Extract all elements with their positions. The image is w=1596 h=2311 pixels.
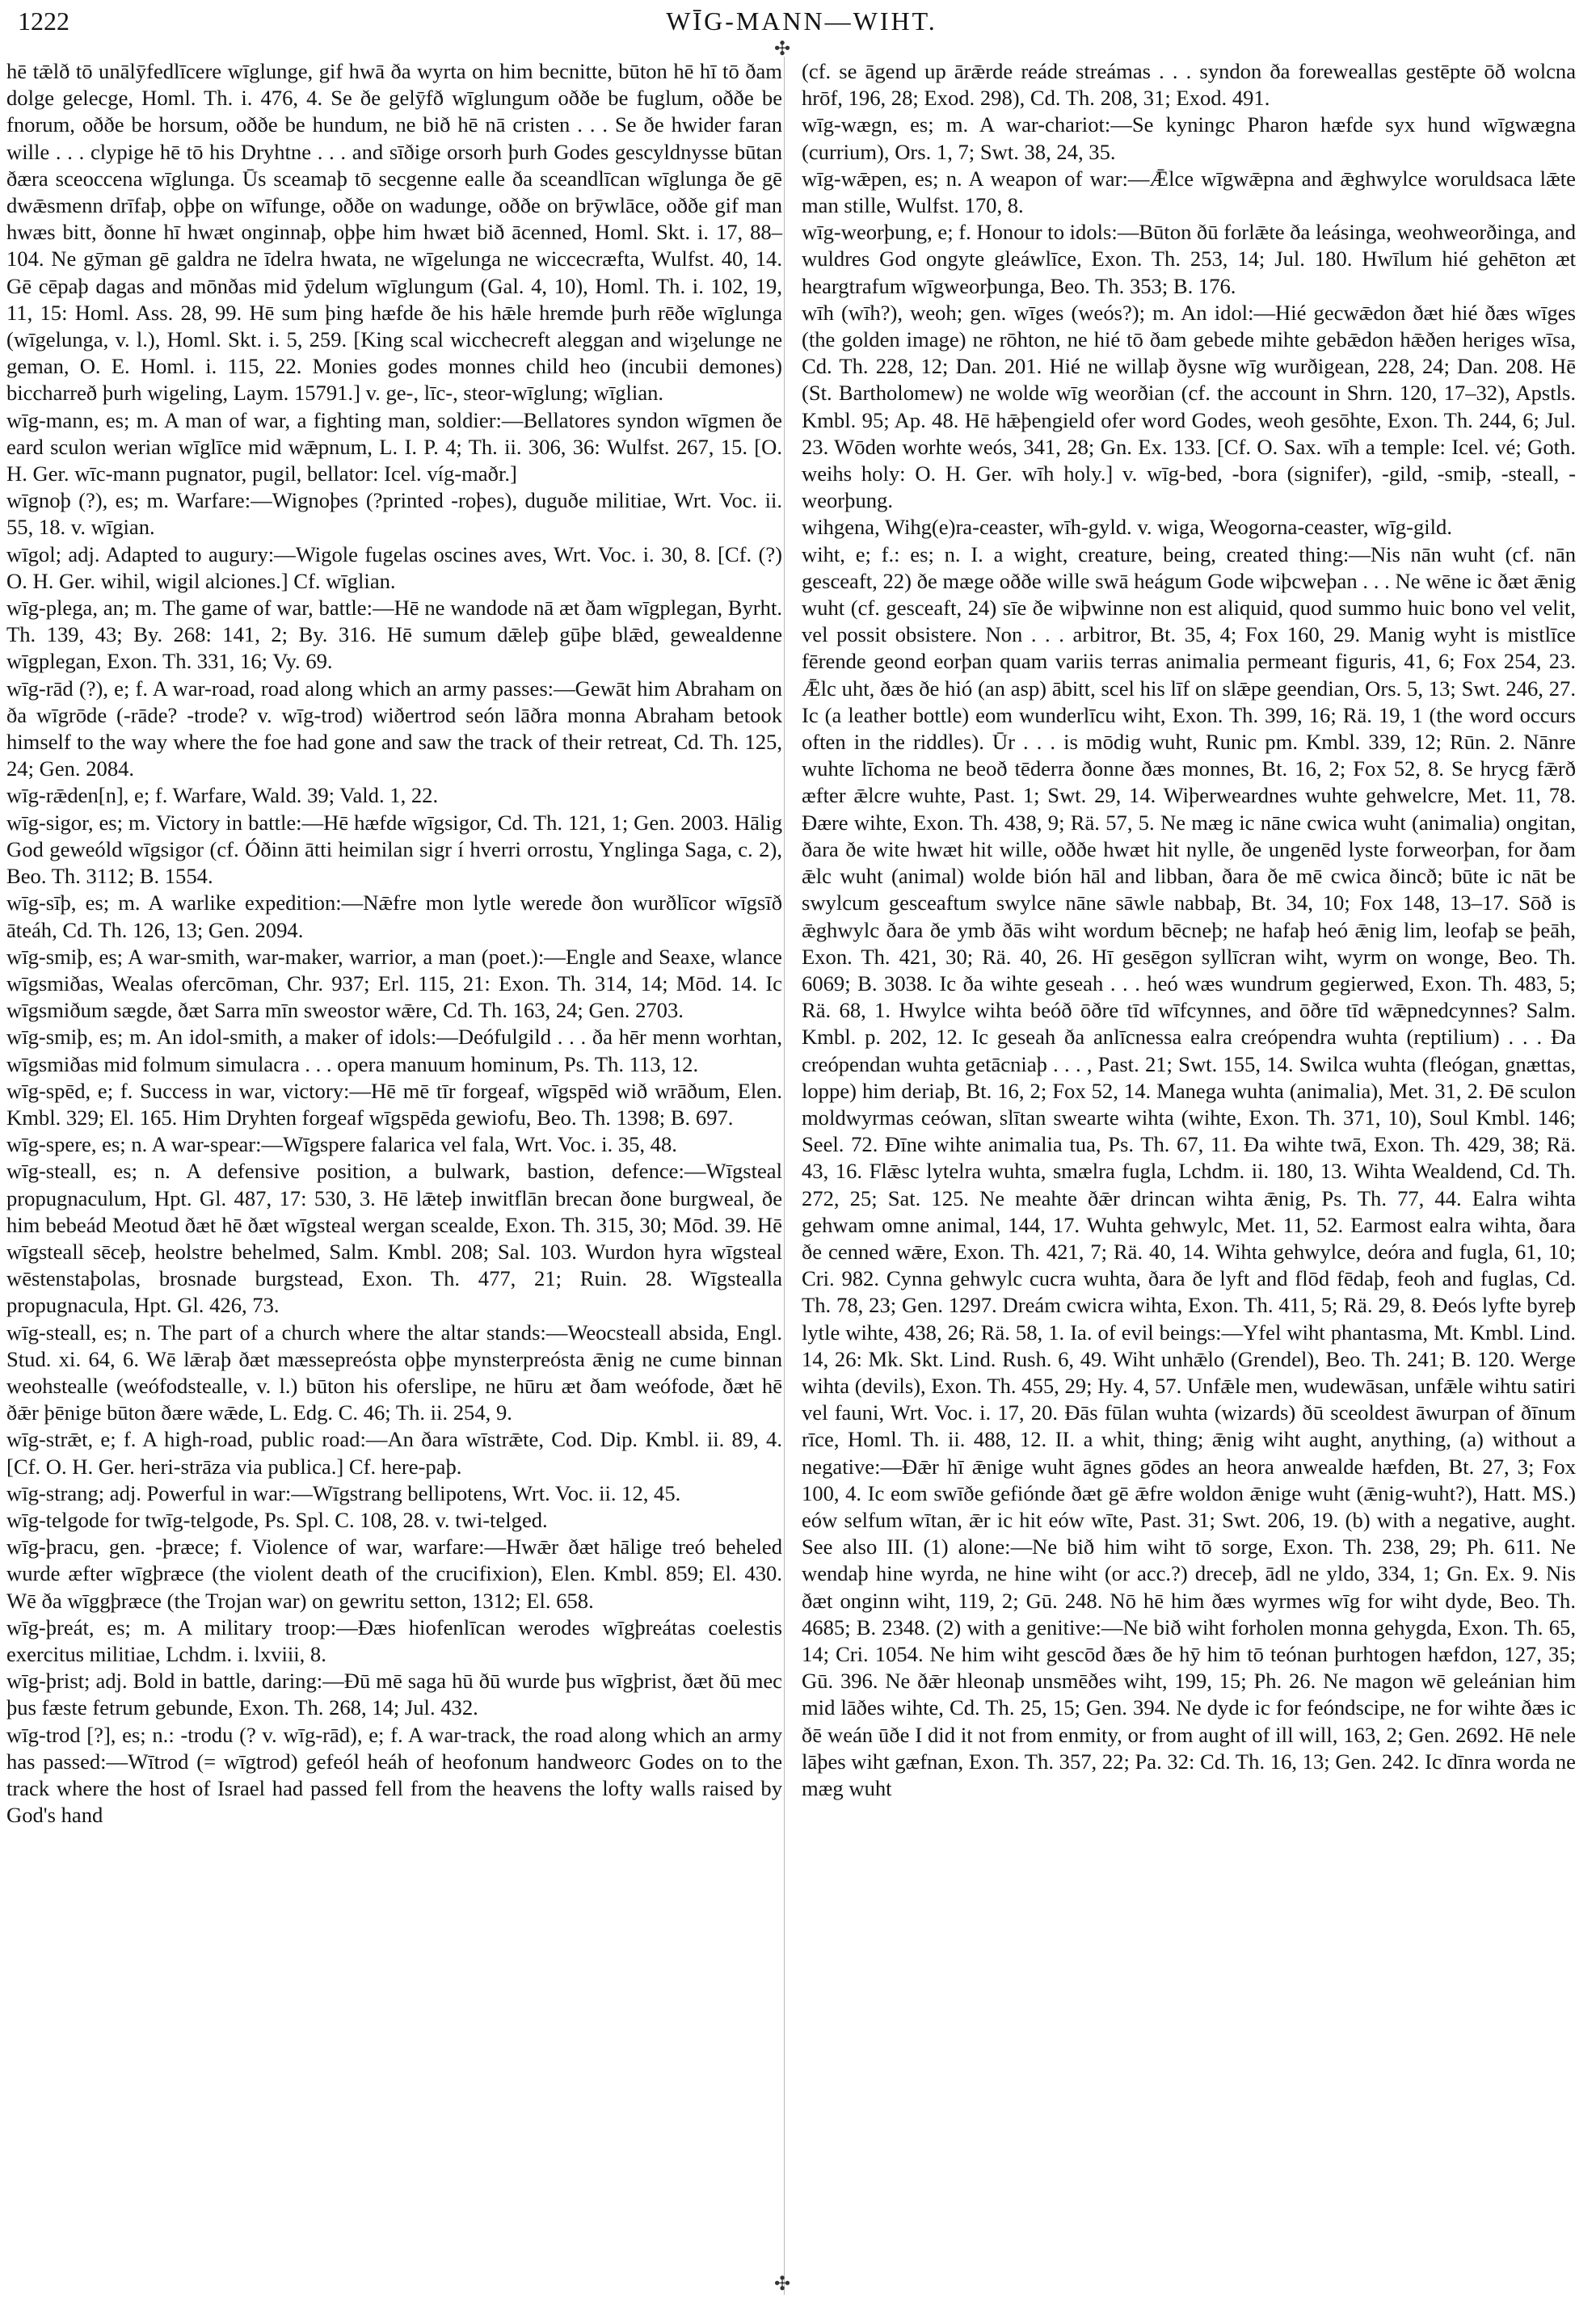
left-column-entry: wīg-strang; adj. Powerful in war:—Wīgstrang bellipotens, Wrt. Voc. ii. 12, 45. <box>6 1480 681 1505</box>
left-column-entry: wīg-smiþ, es; m. An idol-smith, a maker of idols:—Deófulgild . . . ða hēr menn worhtan, wīgsmiðas mid folmum simulacra . . . opera manuum hominum, Ps. Th. 113, 12. <box>6 1025 782 1076</box>
left-column-entry: wīg-þreát, es; m. A military troop:—Ðæs hiofenlīcan werodes wīgþreátas coelestis exercitus militiae, Lchdm. i. lxviii, 8. <box>6 1614 782 1666</box>
running-head: WĪG-MANN—WIHT. <box>666 6 937 36</box>
left-column-entry: wīgol; adj. Adapted to augury:—Wigole fugelas oscines aves, Wrt. Voc. i. 30, 8. [Cf. (?) O. H. Ger. wihil, wigil alciones.] Cf. wīglian. <box>6 541 782 593</box>
left-column-entry: wīg-steall, es; n. The part of a church where the altar stands:—Weocsteall absida, Engl. Stud. xi. 64, 6. Wē lǣraþ ðæt mæssepreósta oþþe mynsterpreósta ǣnig ne cume binnan weohstealle (weófodstealle, v. l.) būton his oferslipe, ne hūru æt ðam weófode, ðæt hē ðǣr þēnige būton ðære wǣde, L. Edg. C. 46; Th. ii. 254, 9. <box>6 1320 782 1425</box>
page-number: 1222 <box>18 6 69 36</box>
left-column-entry: wīg-þracu, gen. -þræce; f. Violence of war, warfare:—Hwǣr ðæt hālige treó beheled wurde æfter wīgþræce (the violent death of the crucifixion), Elen. Kmbl. 859; El. 430. Wē ða wīggþræce (the Trojan war) on gewritu setton, 1312; El. 658. <box>6 1534 782 1613</box>
right-column-entry: (cf. se āgend up ārǣrde reáde streámas . . . syndon ða foreweallas gestēpte ōð wolcna hrōf, 196, 28; Exod. 298), Cd. Th. 208, 31; Exod. 491. <box>802 59 1576 111</box>
left-column-entry: wīg-rǣden[n], e; f. Warfare, Wald. 39; Vald. 1, 22. <box>6 783 439 808</box>
divider-ornament-top: ✣ <box>774 39 791 60</box>
column-divider <box>784 57 785 2295</box>
right-column-entry: wīh (wīh?), weoh; gen. wīges (weós?); m. An idol:—Hié gecwǣdon ðæt hié ðæs wīges (the golden image) ne rōhton, ne hié tō ðam gebede mihte gebǣdon hǣðen heriges wīsa, Cd. Th. 228, 12; Dan. 201. Hié ne willaþ ðysne wīg wurðigean, 228, 24; Dan. 208. Hē (St. Bartholomew) ne wolde wīg weorðian (cf. the account in Shrn. 120, 17–32), Apstls. Kmbl. 95; Ap. 48. Hē hǣþengield ofer word Godes, weoh gesōhte, Exon. Th. 244, 6; Jul. 23. Wōden worhte weós, 341, 28; Gn. Ex. 133. [Cf. O. Sax. wīh a temple: Icel. vé; Goth. weihs holy: O. H. Ger. wīh holy.] v. wīg-bed, -bora (signifer), -gild, -smiþ, -steall, -weorþung. <box>802 300 1576 513</box>
right-column-entry: wīg-weorþung, e; f. Honour to idols:—Būton ðū forlǣte ða leásinga, weohweorðinga, and wuldres God ongyte gleáwlīce, Exon. Th. 253, 14; Jul. 180. Hwīlum hié gehēton æt heargtrafum wīgweorþunga, Beo. Th. 353; B. 176. <box>802 220 1576 298</box>
left-column-entry: wīg-steall, es; n. A defensive position, a bulwark, bastion, defence:—Wīgsteal propugnaculum, Hpt. Gl. 487, 17: 530, 3. Hē lǣteþ inwitflān brecan ðone burgweal, ðe him bebeád Meotud ðæt hē ðæt wīgsteal wergan scealde, Exon. Th. 315, 30; Mōd. 39. Hē wīgsteall sēceþ, heolstre behelmed, Salm. Kmbl. 208; Sal. 103. Wurdon hyra wīgsteal wēstenstaþolas, brosnade burgstead, Exon. Th. 477, 21; Ruin. 28. Wīgstealla propugnacula, Hpt. Gl. 426, 73. <box>6 1159 782 1318</box>
left-column-entry: wīg-strǣt, e; f. A high-road, public road:—An ðara wīstrǣte, Cod. Dip. Kmbl. ii. 89, 4. [Cf. O. H. Ger. heri-strāza via publica.] Cf. here-paþ. <box>6 1427 782 1479</box>
left-column-entry: hē tǣlð tō unālȳfedlīcere wīglunge, gif hwā ða wyrta on him becnitte, būton hē hī tō ðam dolge gelecge, Homl. Th. i. 476, 4. Se ðe gelȳfð wīglungum oððe be fuglum, oððe be fnorum, oððe be horsum, oððe be hundum, ne bið hē nā cristen . . . Se ðe hwider faran wille . . . clypige hē tō his Dryhtne . . . and sīðige orsorh þurh Godes gescyldnysse būtan ðæra sceoccena wīglunga. Ūs sceamaþ tō secgenne ealle ða sceandlīcan wīglunga ðe gē dwǣsmenn drīfaþ, oþþe on wīfunge, oððe on wadunge, oððe on brȳwlāce, oððe gif man hwæs bitt, ðonne hī hwæt onginnaþ, oþþe him hwæt bið ācenned, Homl. Skt. i. 17, 88–104. Ne gȳman gē galdra ne īdelra hwata, ne wīgelunga ne wiccecræfta, Wulfst. 40, 14. Gē cēpaþ dagas and mōnðas mid ȳdelum wīglungum (Gal. 4, 10), Homl. Th. i. 102, 19, 11, 15: Homl. Ass. 28, 99. Hē sum þing hæfde ðe his hǣle hremde þurh rēðe wīglunga (wīgelunga, v. l.), Homl. Skt. i. 5, 259. [King scal wicchecreft aleggan and wiȝelunge ne geman, O. E. Homl. i. 115, 22. Monies godes monnes child heo (incubii demones) biccharreð þurh wigeling, Laym. 15791.] v. ge-, līc-, steor-wīglung; wīglian. <box>6 59 782 406</box>
left-column-entry: wīg-rād (?), e; f. A war-road, road along which an army passes:—Gewāt him Abraham on ða wīgrōde (-rāde? -trode? v. wīg-trod) wiðertrod seón lāðra monna Abraham betook himself to the way where the foe had gone and saw the track of their retreat, Cd. Th. 125, 24; Gen. 2084. <box>6 676 782 781</box>
left-column-entry: wīgnoþ (?), es; m. Warfare:—Wignoþes (?printed -roþes), duguðe militiae, Wrt. Voc. ii. 55, 18. v. wīgian. <box>6 488 782 540</box>
divider-ornament-bottom: ✣ <box>774 2274 791 2295</box>
left-column-entry: wīg-spere, es; n. A war-spear:—Wīgspere falarica vel fala, Wrt. Voc. i. 35, 48. <box>6 1132 677 1157</box>
left-column-entry: wīg-sigor, es; m. Victory in battle:—Hē hæfde wīgsigor, Cd. Th. 121, 1; Gen. 2003. Hālig God geweóld wīgsigor (cf. Óðinn ātti heimilan sigr í hverri orrostu, Ynglinga Saga, c. 2), Beo. Th. 3112; B. 1554. <box>6 810 782 889</box>
right-column-entry: wihgena, Wihg(e)ra-ceaster, wīh-gyld. v. wiga, Weogorna-ceaster, wīg-gild. <box>802 515 1452 540</box>
left-column-entry: wīg-telgode for twīg-telgode, Ps. Spl. C. 108, 28. v. twi-telged. <box>6 1507 548 1532</box>
right-column-entry: wīg-wǣpen, es; n. A weapon of war:—Ǣlce wīgwǣpna and ǣghwylce woruldsaca lǣte man stille, Wulfst. 170, 8. <box>802 166 1576 218</box>
right-column <box>802 58 1576 1802</box>
right-column-entry: wiht, e; f.: es; n. I. a wight, creature, being, created thing:—Nis nān wuht (cf. nān gesceaft, 22) ðe mæge oððe wille swā heágum Gode wiþcweþan . . . Ne wēne ic ðæt ǣnig wuht (cf. gesceaft, 24) sīe ðe wiþwinne non est aliquid, quod summo huic bono vel velit, vel possit obsistere. Non . . . arbitror, Bt. 35, 4; Fox 160, 29. Manig wyht is mistlīce fērende geond eorþan quam variis terras animalia permeant figuris, 41, 6; Fox 254, 23. Ǣlc uht, ðæs ðe hió (an asp) ābitt, scel his līf on slǣpe geendian, Ors. 5, 13; Swt. 246, 27. Ic (a leather bottle) eom wunderlīcu wiht, Exon. Th. 399, 16; Rä. 19, 1 (the word occurs often in the riddles). Ūr . . . is mōdig wuht, Runic pm. Kmbl. 339, 12; Rūn. 2. Nānre wuhte līchoma ne beoð tēderra ðonne ðæs monnes, Bt. 16, 2; Fox 52, 8. Se hrycg fǣrð æfter ǣlcre wuhte, Past. 1; Swt. 29, 14. Wiþerweardnes wuhte gehwelcre, Met. 11, 78. Ðære wihte, Exon. Th. 438, 9; Rä. 57, 5. Ne mæg ic nāne cwica wuht (animalia) ongitan, ðara ðe wite hwæt hit wille, oððe hwæt hit nylle, ðe ungenēd lyste forweorþan, for ðam ǣlc wuht (animal) wolde bión hāl and libban, ðara ðe mē cwica ðincð; būte ic nāt be swylcum gesceaftum swylce nāne sāwle nabbaþ, Bt. 34, 10; Fox 148, 13–17. Sōð is ǣghwylc ðara ðe ymb ðās wiht wordum bēcneþ; ne hafaþ heó ǣnig lim, leofaþ se þeāh, Exon. Th. 421, 30; Rä. 40, 26. Hī gesēgon syllīcran wiht, wyrm on wonge, Beo. Th. 6069; B. 3038. Ic ða wihte geseah . . . heó wæs wundrum gegierwed, Exon. Th. 483, 5; Rä. 68, 1. Hwylce wihta beóð ōðre tīd wīfcynnes, and ōðre tīd wǣpnedcynnes? Salm. Kmbl. p. 202, 12. Ic geseah ða anlīcnessa ealra creópendra wuhta (reptilium) . . . Ða creópendan wuhta getācniaþ . . . , Past. 21; Swt. 155, 14. Swilca wuhta (fleógan, gnættas, loppe) him deriaþ, Bt. 16, 2; Fox 52, 14. Manega wuhta (animalia), Met. 31, 2. Ðē sculon moldwyrmas ceówan, slītan swearte wihta (wihte, Exon. Th. 371, 10), Soul Kmbl. 146; Seel. 72. Ðīne wihte animalia tua, Ps. Th. 67, 11. Ða wihte twā, Exon. Th. 429, 38; Rä. 43, 16. Flǣsc lytelra wuhta, smælra fugla, Lchdm. ii. 180, 13. Wihta Wealdend, Cd. Th. 272, 25; Sat. 125. Ne meahte ðǣr drincan wihta ǣnig, Ps. Th. 77, 44. Ealra wihta gehwam omne animal, 144, 17. Wuhta gehwylc, Met. 11, 52. Earmost ealra wihta, ðara ðe cenned wǣre, Exon. Th. 421, 7; Rä. 40, 14. Wihta gehwylce, deóra and fugla, 61, 10; Cri. 982. Cynna gehwylc cucra wuhta, ðara ðe lyft and flōd fēdaþ, feoh and fuglas, Cd. Th. 78, 23; Gen. 1297. Dreám cwicra wihta, Exon. Th. 411, 5; Rä. 29, 8. Ðeós lyfte byreþ lytle wihte, 438, 26; Rä. 58, 1. Ia. of evil beings:—Yfel wiht phantasma, Mt. Kmbl. Lind. 14, 26: Mk. Skt. Lind. Rush. 6, 49. Wiht unhǣlo (Grendel), Beo. Th. 241; B. 120. Werge wihta (devils), Exon. Th. 455, 29; Hy. 4, 57. Unfǣle men, wudewāsan, unfǣle wihtu satiri vel fauni, Wrt. Voc. i. 17, 20. Ðās fūlan wuhta (wizards) ðū sceoldest āwurpan of ðīnum rīce, Homl. Th. ii. 488, 12. II. a whit, thing; ǣnig wiht aught, anything, (a) without a negative:—Ðǣr hī ǣnige wuht āgnes gōdes an heora anwealde hæfden, Bt. 27, 3; Fox 100, 4. Ic eom swīðe gefiónde ðæt gē ǣfre woldon ǣnige wuht (ǣnig-wuht?), Hatt. MS.) eów selfum wītan, ǣr ic hit eów wīte, Past. 31; Swt. 206, 19. (b) with a negative, aught. See also III. (1) alone:—Ne bið him wiht tō sorge, Exon. Th. 238, 29; Ph. 611. Ne wendaþ hine wyrda, ne hine wiht (or acc.?) dreceþ, ādl ne yldo, 334, 1; Gn. Ex. 9. Nis ðæt onginn wiht, 119, 2; Gū. 248. Nō hē him ðæs wyrmes wīg for wiht dyde, Beo. Th. 4685; B. 2348. (2) with a genitive:—Ne bið wiht forholen monna gehygda, Exon. Th. 65, 14; Cri. 1054. Ne him wiht gescōd ðæs ðe hȳ him tō teónan þurhtogen hæfdon, 127, 35; Gū. 396. Ne ðǣr hleonaþ unsmēðes wiht, 199, 15; Ph. 26. Ne magon wē geleánian him mid lāðes wihte, Cd. Th. 25, 15; Gen. 394. Ne dyde ic for feóndscipe, ne for wihte ðæs ic ðē weán ūðe I did it not from enmity, or from aught of ill will, 163, 2; Gen. 2692. Hē nele lāþes wiht gæfnan, Exon. Th. 357, 22; Pa. 32: Cd. Th. 16, 13; Gen. 242. Ic dīnra worda ne mæg wuht <box>802 541 1576 1800</box>
right-column-entry: wīg-wægn, es; m. A war-chariot:—Se kyningc Pharon hæfde syx hund wīgwægna (currium), Ors. 1, 7; Swt. 38, 24, 35. <box>802 112 1576 164</box>
left-column-entry: wīg-spēd, e; f. Success in war, victory:—Hē mē tīr forgeaf, wīgspēd wið wrāðum, Elen. Kmbl. 329; El. 165. Him Dryhten forgeaf wīgspēda gewiofu, Beo. Th. 1398; B. 697. <box>6 1078 782 1130</box>
page-header <box>18 5 1585 42</box>
left-column-entry: wīg-mann, es; m. A man of war, a fighting man, soldier:—Bellatores syndon wīgmen ðe eard sculon werian wīglīce mid wǣpnum, L. I. P. 4; Th. ii. 306, 36: Wulfst. 267, 15. [O. H. Ger. wīc-mann pugnator, pugil, bellator: Icel. víg-maðr.] <box>6 407 782 486</box>
left-column-entry: wīg-sīþ, es; m. A warlike expedition:—Nǣfre mon lytle werede ðon wurðlīcor wīgsīð āteáh, Cd. Th. 126, 13; Gen. 2094. <box>6 890 782 942</box>
left-column-entry: wīg-þrist; adj. Bold in battle, daring:—Ðū mē saga hū ðū wurde þus wīgþrist, ðæt ðū mec þus fæste fetrum gebunde, Exon. Th. 268, 14; Jul. 432. <box>6 1669 782 1720</box>
left-column-entry: wīg-trod [?], es; n.: -trodu (? v. wīg-rād), e; f. A war-track, the road along which an army has passed:—Wītrod (= wīgtrod) gefeól heáh of heofonum handweorc Godes on to the track where the host of Israel had passed fell from the heavens the lofty walls raised by God's hand <box>6 1722 782 1828</box>
left-column <box>6 58 782 1829</box>
left-column-entry: wīg-plega, an; m. The game of war, battle:—Hē ne wandode nā æt ðam wīgplegan, Byrht. Th. 139, 43; By. 268: 141, 2; By. 316. Hē sumum dǣleþ gūþe blǣd, gewealdenne wīgplegan, Exon. Th. 331, 16; Vy. 69. <box>6 596 782 674</box>
left-column-entry: wīg-smiþ, es; A war-smith, war-maker, warrior, a man (poet.):—Engle and Seaxe, wlance wīgsmiðas, Wealas ofercōman, Chr. 937; Erl. 115, 21: Exon. Th. 314, 14; Mōd. 14. Ic wīgsmiðum sægde, ðæt Sarra mīn sweostor wǣre, Cd. Th. 163, 24; Gen. 2703. <box>6 944 782 1023</box>
